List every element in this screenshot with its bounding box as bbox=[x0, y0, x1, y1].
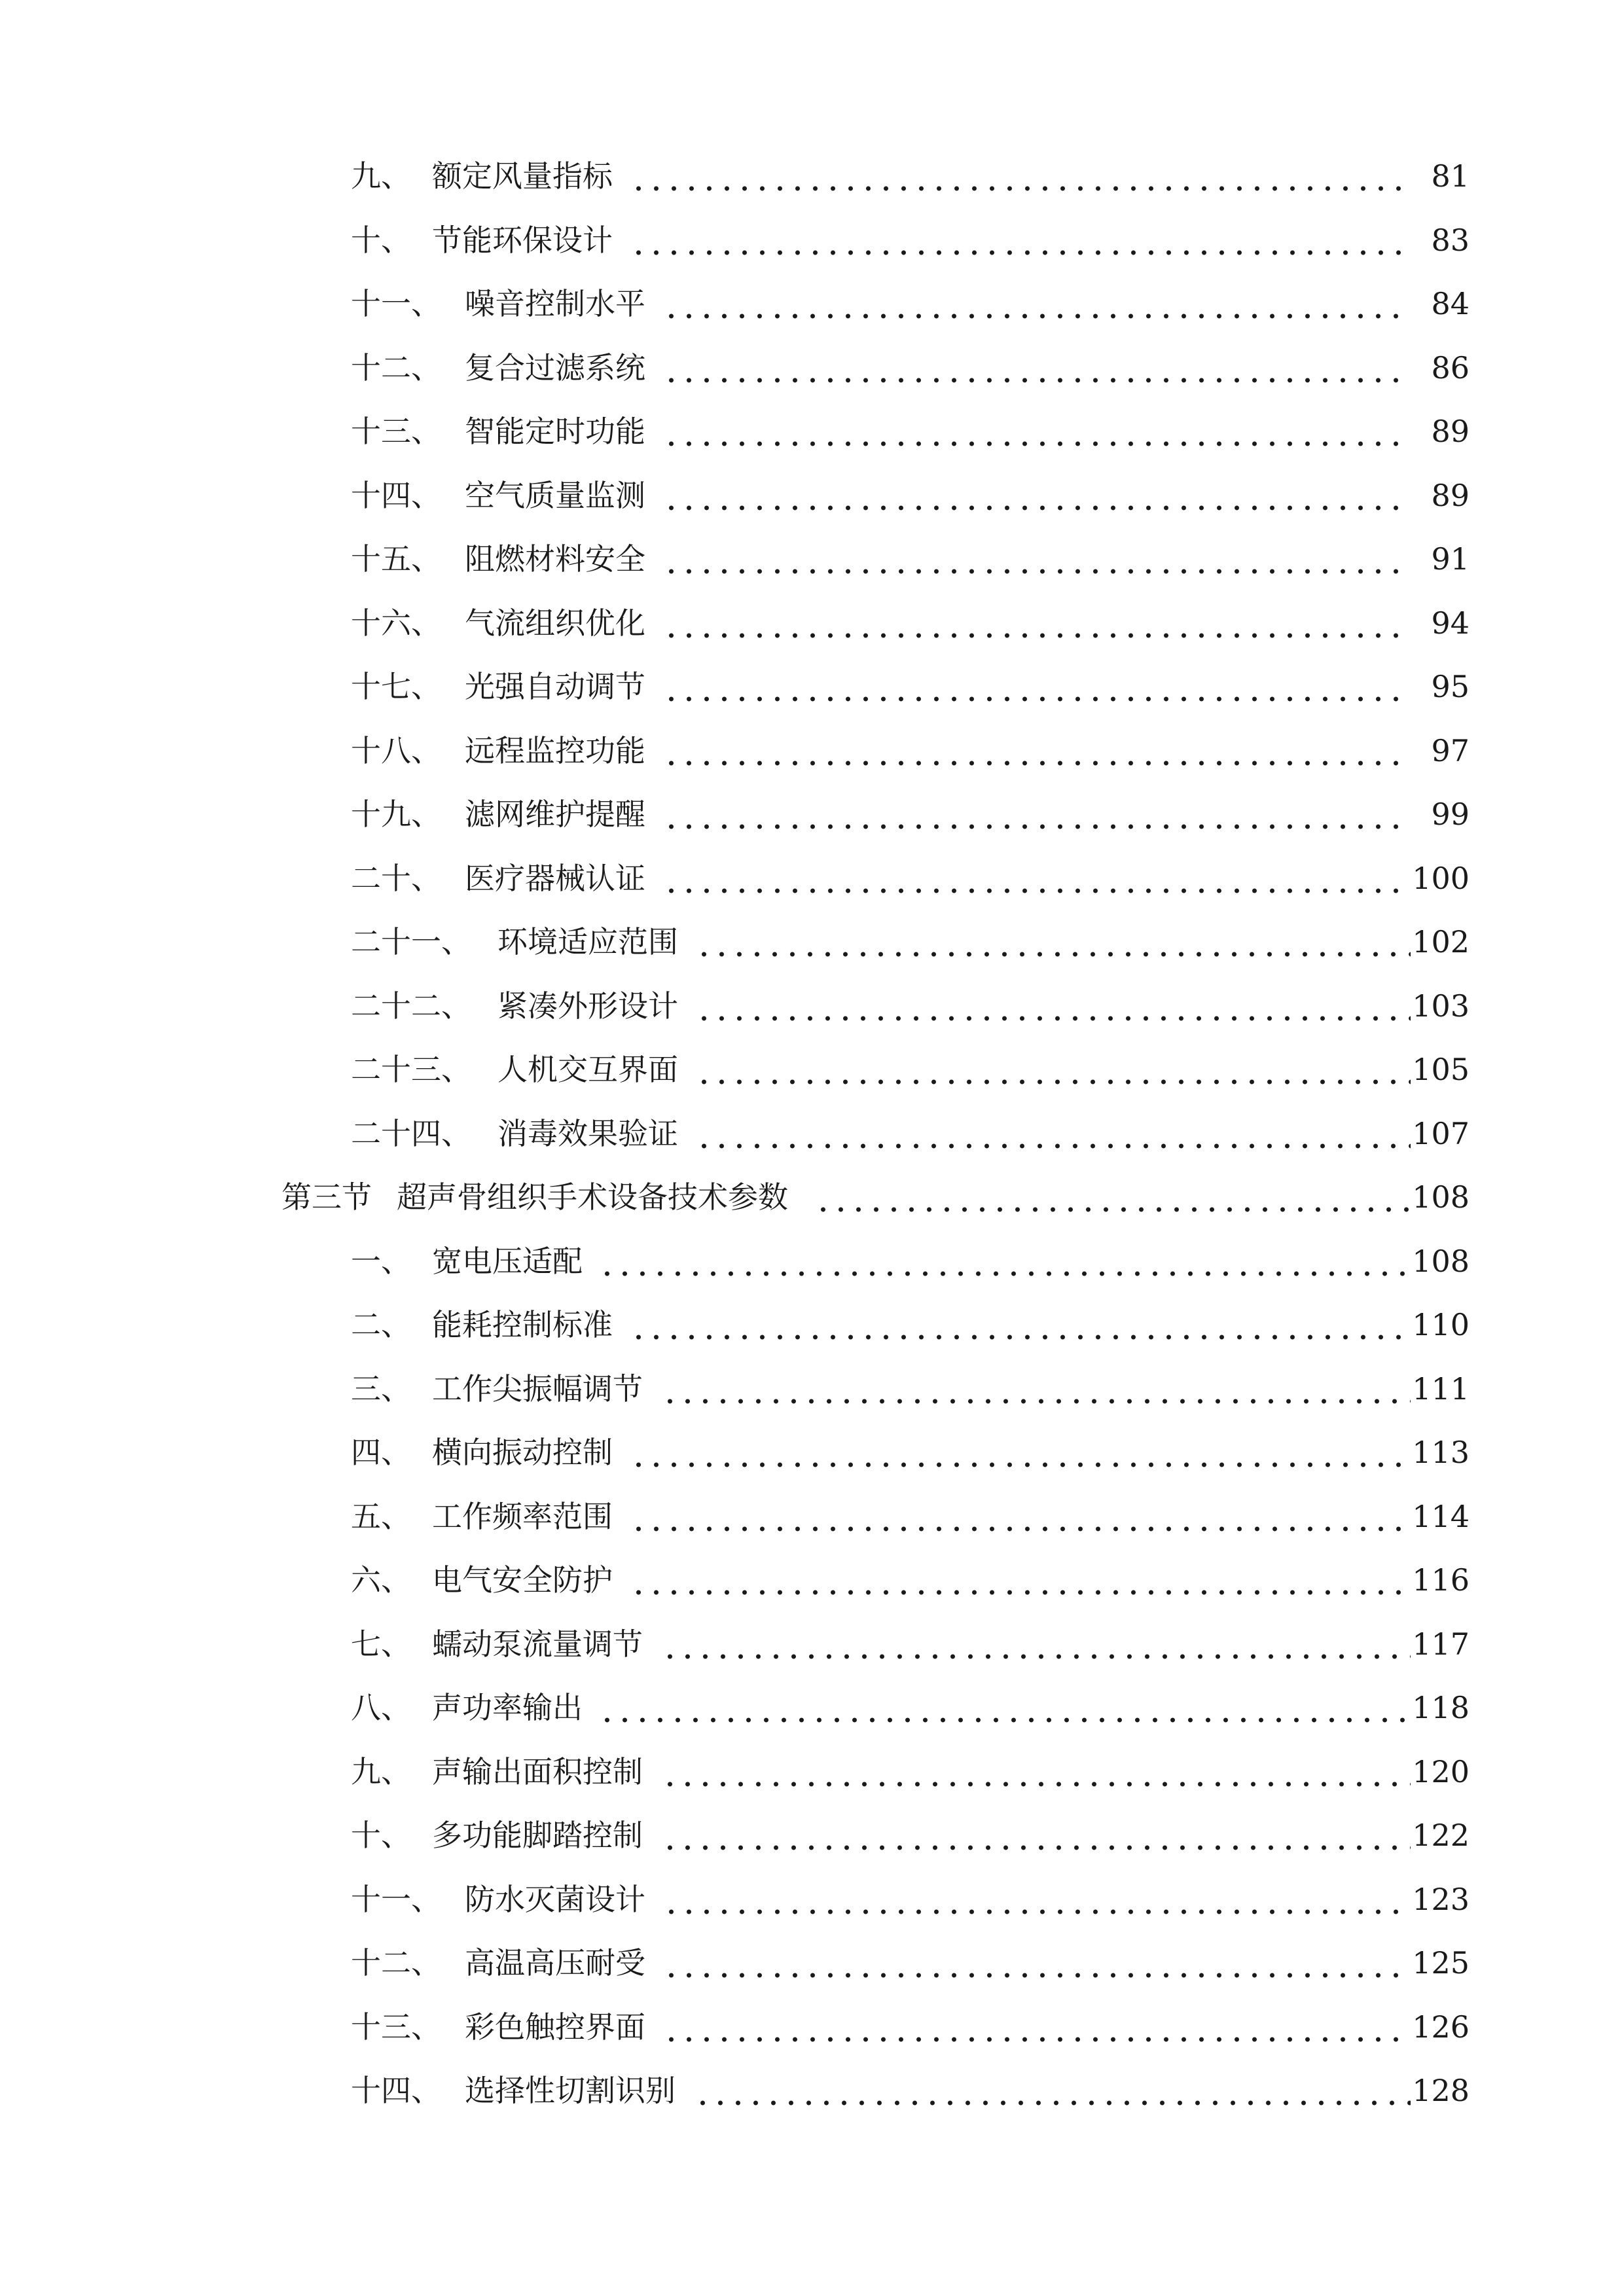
toc-entry[interactable] bbox=[0, 402, 1624, 461]
toc-entry-title: 紧凑外形设计 bbox=[497, 988, 678, 1024]
toc-dot-leader bbox=[662, 657, 1411, 716]
toc-entry-number: 一、 bbox=[351, 1243, 411, 1279]
toc-entry-number: 三、 bbox=[351, 1371, 411, 1407]
toc-entry[interactable] bbox=[0, 1742, 1624, 1801]
toc-entry-number: 九、 bbox=[351, 1753, 411, 1789]
toc-entry[interactable] bbox=[0, 721, 1624, 780]
toc-entry-page-number: 100 bbox=[1412, 860, 1470, 896]
toc-entry[interactable] bbox=[0, 1104, 1624, 1163]
toc-dot-leader bbox=[694, 2061, 1411, 2120]
toc-entry-page-number: 116 bbox=[1412, 1562, 1470, 1598]
toc-entry-number: 十、 bbox=[351, 1818, 411, 1853]
toc-entry-title: 工作尖振幅调节 bbox=[432, 1371, 643, 1407]
toc-dot-leader bbox=[662, 849, 1411, 908]
toc-entry-page-number: 102 bbox=[1412, 924, 1470, 960]
toc-entry-page-number: 108 bbox=[1412, 1179, 1470, 1215]
toc-entry[interactable] bbox=[0, 849, 1624, 908]
toc-entry[interactable] bbox=[0, 2061, 1624, 2120]
toc-entry[interactable] bbox=[0, 594, 1624, 653]
toc-entry-number: 二十二、 bbox=[351, 988, 471, 1024]
toc-entry-number: 十四、 bbox=[351, 477, 441, 513]
toc-entry-page-number: 111 bbox=[1412, 1371, 1470, 1407]
toc-entry-title: 环境适应范围 bbox=[497, 924, 678, 960]
toc-entry-page-number: 89 bbox=[1431, 414, 1470, 449]
toc-entry-number: 第三节 bbox=[281, 1179, 372, 1215]
toc-entry-page-number: 107 bbox=[1412, 1115, 1470, 1151]
toc-dot-leader bbox=[630, 211, 1411, 270]
toc-dot-leader bbox=[662, 1870, 1411, 1929]
toc-entry-title: 复合过滤系统 bbox=[465, 350, 645, 386]
toc-entry-title: 声输出面积控制 bbox=[432, 1753, 643, 1789]
toc-entry-title: 超声骨组织手术设备技术参数 bbox=[397, 1179, 788, 1215]
toc-entry[interactable] bbox=[0, 466, 1624, 525]
toc-entry-title: 消毒效果验证 bbox=[497, 1115, 678, 1151]
toc-entry-page-number: 110 bbox=[1412, 1307, 1470, 1342]
toc-dot-leader bbox=[695, 1104, 1411, 1163]
toc-entry-page-number: 117 bbox=[1412, 1626, 1470, 1662]
toc-dot-leader bbox=[661, 1742, 1411, 1801]
toc-entry-page-number: 89 bbox=[1431, 477, 1470, 513]
toc-dot-leader bbox=[598, 1678, 1411, 1737]
toc-dot-leader bbox=[662, 274, 1411, 333]
toc-entry-title: 人机交互界面 bbox=[497, 1052, 678, 1087]
toc-entry-page-number: 91 bbox=[1431, 541, 1470, 577]
toc-entry[interactable] bbox=[0, 1998, 1624, 2056]
toc-entry[interactable] bbox=[0, 912, 1624, 971]
toc-dot-leader bbox=[630, 1423, 1411, 1482]
toc-entry[interactable] bbox=[0, 1295, 1624, 1354]
toc-entry-title: 工作频率范围 bbox=[432, 1498, 613, 1534]
toc-dot-leader bbox=[662, 338, 1411, 397]
toc-entry[interactable] bbox=[0, 657, 1624, 716]
toc-dot-leader bbox=[630, 1487, 1411, 1546]
toc-entry-title: 彩色触控界面 bbox=[465, 2009, 645, 2045]
toc-entry-number: 七、 bbox=[351, 1626, 411, 1662]
toc-dot-leader bbox=[662, 1933, 1411, 1992]
toc-entry-page-number: 95 bbox=[1431, 669, 1470, 704]
toc-entry-number: 五、 bbox=[351, 1498, 411, 1534]
toc-entry[interactable] bbox=[0, 1168, 1624, 1227]
toc-entry[interactable] bbox=[0, 1806, 1624, 1865]
toc-entry-number: 十八、 bbox=[351, 732, 441, 768]
toc-entry-title: 智能定时功能 bbox=[465, 414, 645, 449]
toc-dot-leader bbox=[662, 594, 1411, 653]
toc-entry-page-number: 113 bbox=[1412, 1435, 1470, 1470]
toc-entry-title: 能耗控制标准 bbox=[432, 1307, 613, 1342]
toc-entry[interactable] bbox=[0, 529, 1624, 588]
toc-entry[interactable] bbox=[0, 1359, 1624, 1418]
toc-entry-page-number: 114 bbox=[1412, 1498, 1470, 1534]
toc-entry[interactable] bbox=[0, 1423, 1624, 1482]
toc-entry-page-number: 105 bbox=[1412, 1052, 1470, 1087]
toc-entry-title: 横向振动控制 bbox=[432, 1435, 613, 1470]
toc-entry-title: 电气安全防护 bbox=[432, 1562, 613, 1598]
toc-entry[interactable] bbox=[0, 211, 1624, 270]
toc-entry-number: 十三、 bbox=[351, 414, 441, 449]
toc-entry-page-number: 122 bbox=[1412, 1818, 1470, 1853]
toc-entry-title: 蠕动泵流量调节 bbox=[432, 1626, 643, 1662]
toc-entry-number: 十七、 bbox=[351, 669, 441, 704]
toc-dot-leader bbox=[662, 785, 1411, 844]
toc-dot-leader bbox=[695, 977, 1411, 1035]
toc-dot-leader bbox=[814, 1168, 1411, 1227]
toc-entry-title: 选择性切割识别 bbox=[465, 2073, 676, 2108]
toc-entry-title: 滤网维护提醒 bbox=[465, 797, 645, 832]
toc-dot-leader bbox=[662, 466, 1411, 525]
toc-entry-page-number: 123 bbox=[1412, 1881, 1470, 1917]
toc-entry-page-number: 126 bbox=[1412, 2009, 1470, 2045]
toc-entry-number: 十五、 bbox=[351, 541, 441, 577]
toc-entry-number: 十、 bbox=[351, 222, 411, 258]
toc-entry-number: 十一、 bbox=[351, 1881, 441, 1917]
toc-dot-leader bbox=[695, 912, 1411, 971]
toc-dot-leader bbox=[661, 1359, 1411, 1418]
toc-entry-number: 十二、 bbox=[351, 1945, 441, 1981]
toc-entry-title: 高温高压耐受 bbox=[465, 1945, 645, 1981]
toc-dot-leader bbox=[695, 1040, 1411, 1099]
toc-dot-leader bbox=[630, 1295, 1411, 1354]
toc-entry[interactable] bbox=[0, 1232, 1624, 1291]
toc-entry-page-number: 125 bbox=[1412, 1945, 1470, 1981]
toc-entry-title: 宽电压适配 bbox=[432, 1243, 583, 1279]
toc-entry-page-number: 128 bbox=[1412, 2073, 1470, 2108]
toc-entry-page-number: 97 bbox=[1431, 732, 1470, 768]
toc-entry-number: 八、 bbox=[351, 1690, 411, 1725]
toc-entry[interactable] bbox=[0, 338, 1624, 397]
toc-entry-title: 噪音控制水平 bbox=[465, 286, 645, 321]
toc-entry[interactable] bbox=[0, 147, 1624, 206]
toc-entry[interactable] bbox=[0, 1551, 1624, 1609]
toc-entry-title: 节能环保设计 bbox=[432, 222, 613, 258]
toc-entry[interactable] bbox=[0, 1040, 1624, 1099]
toc-entry-number: 十六、 bbox=[351, 605, 441, 641]
toc-dot-leader bbox=[630, 1551, 1411, 1609]
toc-dot-leader bbox=[630, 147, 1411, 206]
toc-dot-leader bbox=[662, 721, 1411, 780]
toc-entry-number: 二十四、 bbox=[351, 1115, 471, 1151]
toc-entry-number: 十二、 bbox=[351, 350, 441, 386]
toc-dot-leader bbox=[661, 1806, 1411, 1865]
toc-entry-number: 十三、 bbox=[351, 2009, 441, 2045]
toc-entry-title: 空气质量监测 bbox=[465, 477, 645, 513]
toc-dot-leader bbox=[662, 529, 1411, 588]
toc-entry-page-number: 83 bbox=[1431, 222, 1470, 258]
toc-entry-number: 十一、 bbox=[351, 286, 441, 321]
toc-entry-title: 额定风量指标 bbox=[432, 158, 613, 194]
toc-entry-number: 二十一、 bbox=[351, 924, 471, 960]
toc-entry-title: 防水灭菌设计 bbox=[465, 1881, 645, 1917]
toc-entry-title: 多功能脚踏控制 bbox=[432, 1818, 643, 1853]
toc-entry-page-number: 103 bbox=[1412, 988, 1470, 1024]
toc-entry[interactable] bbox=[0, 1615, 1624, 1674]
toc-entry-title: 气流组织优化 bbox=[465, 605, 645, 641]
toc-dot-leader bbox=[662, 402, 1411, 461]
toc-entry-title: 阻燃材料安全 bbox=[465, 541, 645, 577]
toc-entry-number: 六、 bbox=[351, 1562, 411, 1598]
toc-entry-title: 医疗器械认证 bbox=[465, 860, 645, 896]
toc-entry[interactable] bbox=[0, 1933, 1624, 1992]
toc-entry-page-number: 120 bbox=[1412, 1753, 1470, 1789]
toc-entry[interactable] bbox=[0, 1870, 1624, 1929]
toc-entry-page-number: 99 bbox=[1431, 797, 1470, 832]
toc-dot-leader bbox=[662, 1998, 1411, 2056]
toc-entry-page-number: 86 bbox=[1431, 350, 1470, 386]
toc-entry[interactable] bbox=[0, 785, 1624, 844]
toc-entry-number: 二十、 bbox=[351, 860, 441, 896]
toc-entry-number: 九、 bbox=[351, 158, 411, 194]
toc-entry-page-number: 108 bbox=[1412, 1243, 1470, 1279]
toc-entry-number: 十四、 bbox=[351, 2073, 441, 2108]
toc-entry-page-number: 81 bbox=[1431, 158, 1470, 194]
toc-entry-page-number: 94 bbox=[1431, 605, 1470, 641]
toc-entry[interactable] bbox=[0, 1678, 1624, 1737]
toc-entry-number: 四、 bbox=[351, 1435, 411, 1470]
toc-entry-page-number: 118 bbox=[1412, 1690, 1470, 1725]
toc-entry-title: 光强自动调节 bbox=[465, 669, 645, 704]
toc-entry-title: 声功率输出 bbox=[432, 1690, 583, 1725]
toc-entry-title: 远程监控功能 bbox=[465, 732, 645, 768]
toc-entry-number: 二、 bbox=[351, 1307, 411, 1342]
toc-entry[interactable] bbox=[0, 977, 1624, 1035]
toc-entry[interactable] bbox=[0, 1487, 1624, 1546]
toc-dot-leader bbox=[661, 1615, 1411, 1674]
toc-entry-page-number: 84 bbox=[1431, 286, 1470, 321]
toc-dot-leader bbox=[598, 1232, 1411, 1291]
toc-entry[interactable] bbox=[0, 274, 1624, 333]
toc-entry-number: 二十三、 bbox=[351, 1052, 471, 1087]
toc-entry-number: 十九、 bbox=[351, 797, 441, 832]
